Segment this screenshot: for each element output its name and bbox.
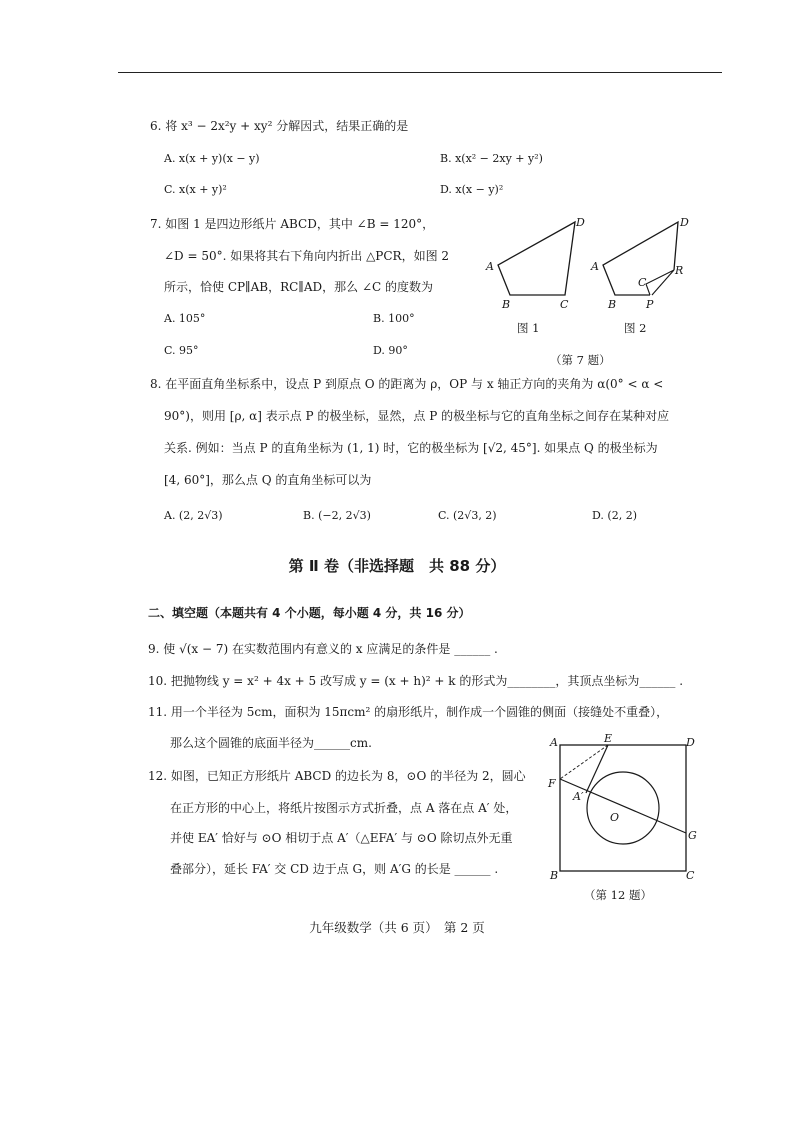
fig1-label-b: B [502, 298, 511, 310]
q8-option-a: A. (2, 2√3) [164, 509, 223, 522]
fig12-label-c: C [686, 869, 695, 881]
q6-option-a: A. x(x + y)(x − y) [164, 152, 260, 165]
q9-text: 9. 使 √(x − 7) 在实数范围内有意义的 x 应满足的条件是 ______ . [148, 642, 498, 656]
fig12-label-a-prime: A′ [573, 790, 584, 803]
q7-figure-caption: （第 7 题） [550, 353, 611, 367]
quadrilateral-abcd [498, 222, 575, 295]
q12-line-4: 叠部分），延长 FA′ 交 CD 边于点 G，则 A′G 的长是 ______ . [170, 862, 499, 876]
fig1-label-a: A [486, 260, 494, 273]
q8-line-1: 8. 在平面直角坐标系中，设点 P 到原点 O 的距离为 ρ，OP 与 x 轴正方向的夹角为 α(0° < α < [150, 377, 664, 391]
square-abcd [560, 745, 686, 871]
q7-figure-1 [480, 210, 590, 310]
q7-option-d: D. 90° [373, 344, 408, 357]
q6-option-b: B. x(x² − 2xy + y²) [440, 152, 543, 165]
q6-option-c: C. x(x + y)² [164, 183, 227, 196]
q11-line-1: 11. 用一个半径为 5cm，面积为 15πcm² 的扇形纸片，制作成一个圆锥的侧面（接缝处不重叠）， [148, 705, 669, 719]
fig1-label-c: C [560, 298, 569, 310]
fig2-label-d: D [680, 216, 689, 229]
q11-line-2: 那么这个圆锥的底面半径为______cm. [170, 736, 372, 750]
header-rule [118, 72, 722, 73]
circle-o [587, 772, 659, 844]
fig2-label-b: B [608, 298, 617, 310]
fold-dashed-line [652, 270, 674, 295]
q12-line-1: 12. 如图，已知正方形纸片 ABCD 的边长为 8，⊙O 的半径为 2，圆心 [148, 769, 526, 783]
q12-figure-caption: （第 12 题） [584, 888, 652, 902]
segment-fg [560, 779, 686, 833]
section-2-title: 第 Ⅱ 卷（非选择题 共 88 分） [288, 557, 506, 575]
q7-option-b: B. 100° [373, 312, 415, 325]
q7-figure-2 [588, 210, 703, 310]
fig12-label-e: E [604, 733, 613, 745]
fig12-label-a: A [550, 736, 558, 749]
fig2-label-r: R [675, 264, 684, 277]
q6-option-d: D. x(x − y)² [440, 183, 504, 196]
q8-option-b: B. (−2, 2√3) [303, 509, 371, 522]
q10-text: 10. 把抛物线 y = x² + 4x + 5 改写成 y = (x + h)² + k 的形式为________，其顶点坐标为______ . [148, 674, 684, 688]
q7-fig2-caption: 图 2 [624, 321, 647, 335]
q7-line-3: 所示，恰使 CP∥AB，RC∥AD，那么 ∠C 的度数为 [164, 280, 434, 294]
fig2-label-p: P [646, 298, 654, 310]
q8-option-c: C. (2√3, 2) [438, 509, 497, 522]
q8-line-4: [4, 60°]，那么点 Q 的直角坐标可以为 [164, 473, 372, 487]
fig12-label-b: B [550, 869, 559, 881]
fig12-label-o: O [610, 811, 620, 824]
segment-ea-prime [586, 745, 608, 793]
q12-figure [546, 733, 706, 881]
fig2-label-a: A [591, 260, 599, 273]
fig12-label-d: D [686, 736, 695, 749]
q7-option-c: C. 95° [164, 344, 199, 357]
q8-line-2: 90°)，则用 [ρ, α] 表示点 P 的极坐标，显然，点 P 的极坐标与它的直角坐标之间存在某种对应 [164, 409, 670, 423]
part-2-title: 二、填空题（本题共有 4 个小题，每小题 4 分，共 16 分） [148, 606, 471, 620]
page-footer: 九年级数学（共 6 页） 第 2 页 [309, 920, 485, 935]
fig2-label-c: C [638, 276, 647, 289]
q12-line-2: 在正方形的中心上，将纸片按图示方式折叠，点 A 落在点 A′ 处， [170, 801, 518, 815]
fig12-label-g: G [688, 829, 697, 842]
fig12-label-f: F [548, 777, 556, 790]
q7-line-1: 7. 如图 1 是四边形纸片 ABCD，其中 ∠B = 120°， [150, 217, 435, 231]
q12-line-3: 并使 EA′ 恰好与 ⊙O 相切于点 A′（△EFA′ 与 ⊙O 除切点外无重 [170, 831, 513, 845]
q8-option-d: D. (2, 2) [592, 509, 637, 522]
q6-stem: 6. 将 x³ − 2x²y + xy² 分解因式，结果正确的是 [150, 119, 409, 133]
fig1-label-d: D [576, 216, 585, 229]
q8-line-3: 关系. 例如：当点 P 的直角坐标为 (1, 1) 时，它的极坐标为 [√2, 45°]. 如果点 Q 的极坐标为 [164, 441, 658, 455]
q7-fig1-caption: 图 1 [517, 321, 540, 335]
q7-line-2: ∠D = 50°. 如果将其右下角向内折出 △PCR，如图 2 [164, 249, 450, 263]
folded-triangle-pcr [646, 270, 674, 295]
q7-option-a: A. 105° [164, 312, 206, 325]
